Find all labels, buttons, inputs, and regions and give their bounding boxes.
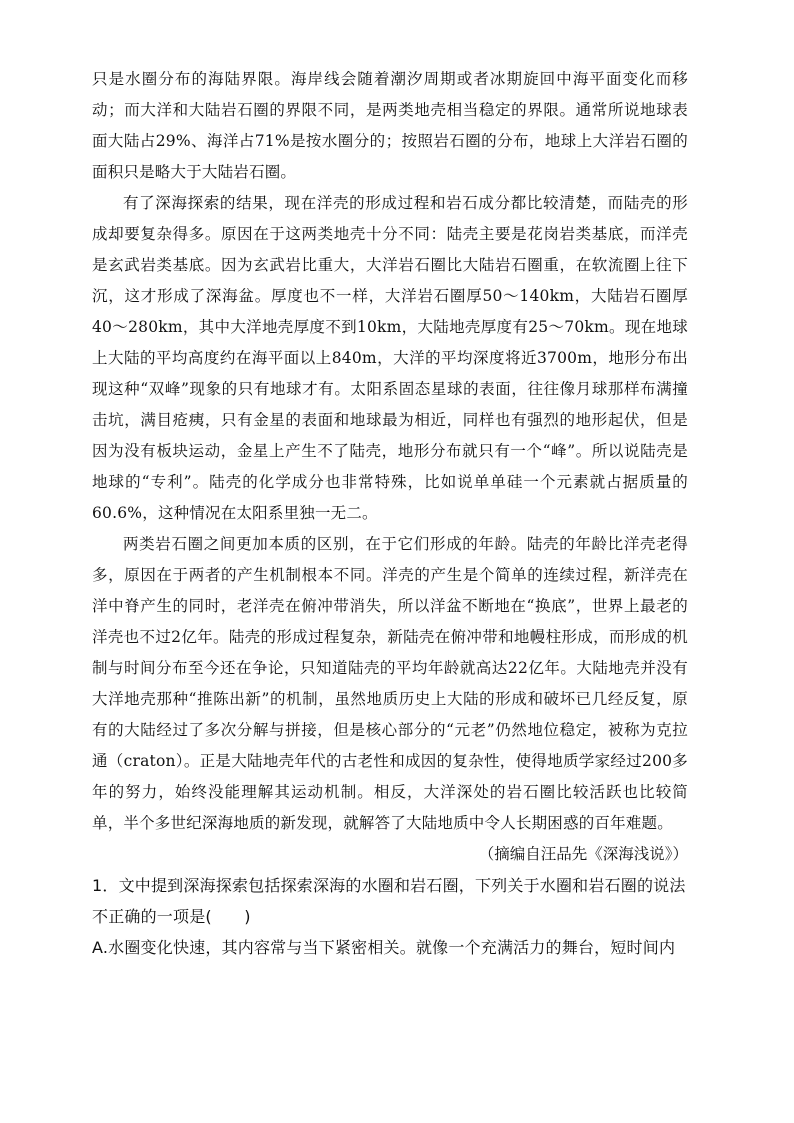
document-content <box>92 64 688 963</box>
question-option-a: A.水圈变化快速，其内容常与当下紧密相关。就像一个充满活力的舞台，短时间内 <box>92 938 676 957</box>
article-paragraph-2: 有了深海探索的结果，现在洋壳的形成过程和岩石成分都比较清楚，而陆壳的形成却要复杂得多。原因在于这两类地壳十分不同：陆壳主要是花岗岩类基底，而洋壳是玄武岩类基底。因为玄武岩比重大，大洋岩石圈比大陆岩石圈重，在软流圈上往下沉，这才形成了深海盆。厚度也不一样，大洋岩石圈厚50～140km，大陆岩石圈厚40～280km，其中大洋地壳厚度不到10km，大陆地壳厚度有25～70km。现在地球上大陆的平均高度约在海平面以上840m，大洋的平均深度将近3700m，地形分布出现这种“双峰”现象的只有地球才有。太阳系固态星球的表面，往往像月球那样布满撞击坑，满目疮痍，只有金星的表面和地球最为相近，同样也有强烈的地形起伏，但是因为没有板块运动，金星上产生不了陆壳，地形分布就只有一个“峰”。所以说陆壳是地球的“专利”。陆壳的化学成分也非常特殊，比如说单单硅一个元素就占据质量的60.6%，这种情况在太阳系里独一无二。 <box>92 194 688 522</box>
question-stem: 1．文中提到深海探索包括探索深海的水圈和岩石圈，下列关于水圈和岩石圈的说法不正确的一项是( ) <box>92 876 686 926</box>
article-paragraph-1: 只是水圈分布的海陆界限。海岸线会随着潮汐周期或者冰期旋回中海平面变化而移动；而大洋和大陆岩石圈的界限不同，是两类地壳相当稳定的界限。通常所说地球表面大陆占29%、海洋占71%是按水圈分的；按照岩石圈的分布，地球上大洋岩石圈的面积只是略大于大陆岩石圈。 <box>92 70 688 181</box>
article-paragraph-3: 两类岩石圈之间更加本质的区别，在于它们形成的年龄。陆壳的年龄比洋壳老得多，原因在于两者的产生机制根本不同。洋壳的产生是个简单的连续过程，新洋壳在洋中脊产生的同时，老洋壳在俯冲带消失，所以洋盆不断地在“换底”，世界上最老的洋壳也不过2亿年。陆壳的形成过程复杂，新陆壳在俯冲带和地幔柱形成，而形成的机制与时间分布至今还在争论，只知道陆壳的平均年龄就高达22亿年。大陆地壳并没有大洋地壳那种“推陈出新”的机制，虽然地质历史上大陆的形成和破坏已几经反复，原有的大陆经过了多次分解与拼接，但是核心部分的“元老”仍然地位稳定，被称为克拉通（craton）。正是大陆地壳年代的古老性和成因的复杂性，使得地质学家经过200多年的努力，始终没能理解其运动机制。相反，大洋深处的岩石圈比较活跃也比较简单，半个多世纪深海地质的新发现，就解答了大陆地质中令人长期困惑的百年难题。 <box>92 535 688 832</box>
article-source: （摘编自汪品先《深海浅说》） <box>478 845 688 863</box>
